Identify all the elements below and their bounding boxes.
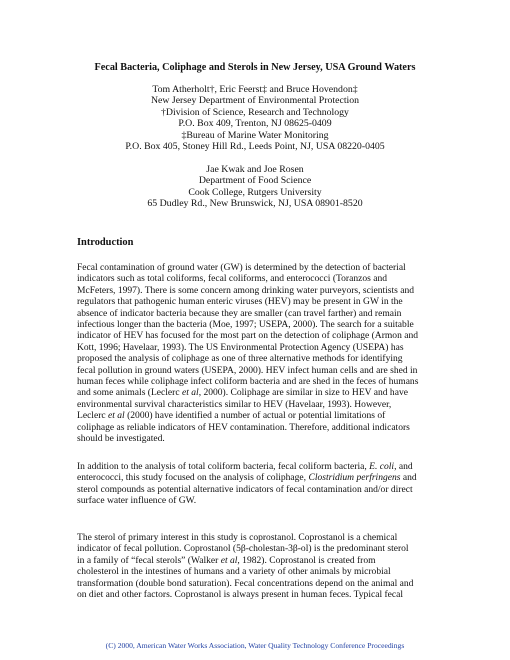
text-line: enterococci, this study focused on the analysis of coliphage, Clostridium perfringens and [77, 472, 417, 484]
text-line: surface water influence of GW. [77, 495, 197, 507]
text-line: in a family of “fecal sterols” (Walker et al, 1982). Coprostanol is created from [77, 554, 376, 566]
intro-paragraph-1 [77, 262, 437, 445]
text-line: sterol compounds as potential alternative indicators of fecal contamination and/or direct [77, 483, 413, 495]
text-line: indicators such as total coliforms, fecal coliforms, and enterococci (Toranzos and [77, 273, 388, 285]
author-line: Jae Kwak and Joe Rosen [206, 164, 304, 175]
section-heading-introduction: Introduction [77, 237, 134, 248]
author-block-njdep [0, 84, 510, 152]
author-line: Department of Food Science [198, 175, 312, 187]
text-line: Leclerc et al (2000) have identified a number of actual or potential limitations of [77, 410, 386, 422]
paper-title: Fecal Bacteria, Coliphage and Sterols in New Jersey, USA Ground Waters [94, 62, 416, 73]
text-line: McFeters, 1997). There is some concern among drinking water purveyors, scientists and [77, 284, 415, 296]
text-line: regulators that pathogenic human enteric viruses (HEV) may be present in GW in the [77, 296, 403, 308]
text-line: and some animals (Leclerc et al, 2000). Coliphage are similar in size to HEV and have [77, 387, 408, 399]
text-line: The sterol of primary interest in this study is coprostanol. Coprostanol is a chemical [77, 532, 398, 543]
text-line: human feces while coliphage infect coliform bacteria and are shed in the feces of humans [77, 376, 419, 388]
author-line: ‡Bureau of Marine Water Monitoring [181, 129, 329, 141]
text-line: environmental survival characteristics similar to HEV (Havelaar, 1993). However, [77, 398, 392, 410]
text-line: Kott, 1996; Havelaar, 1993). The US Environmental Protection Agency (USEPA) has [77, 341, 404, 353]
text-line: should be investigated. [77, 433, 165, 445]
text-line: cholesterol in the intestines of humans and a variety of other animals by microbial [77, 566, 391, 578]
text-line: In addition to the analysis of total coliform bacteria, fecal coliform bacteria, E. coli, and [77, 461, 413, 472]
text-line: transformation (double bond saturation). Fecal concentrations depend on the animal and [77, 577, 414, 589]
text-line: absence of indicator bacteria because they are smaller (can travel farther) and remain [77, 307, 402, 319]
text-line: indicator of HEV has focused for the most part on the detection of coliphage (Armon and [77, 330, 419, 342]
author-line: New Jersey Department of Environmental Protection [150, 95, 360, 107]
intro-paragraph-3 [77, 532, 437, 600]
text-line: indicator of fecal pollution. Coprostanol (5β-cholestan-3β-ol) is the predominant sterol [77, 543, 409, 555]
author-line: Cook College, Rutgers University [188, 186, 322, 198]
text-line: coliphage as reliable indicators of HEV contamination. Therefore, additional indicators [77, 421, 410, 433]
text-line: proposed the analysis of coliphage as one of three alternative methods for identifying [77, 353, 403, 365]
text-line: fecal pollution in ground waters (USEPA, 2000). HEV infect human cells and are shed in [77, 364, 418, 376]
author-line: Tom Atherholt†, Eric Feerst‡ and Bruce Hovendon‡ [152, 84, 358, 95]
copyright-footer: (C) 2000, American Water Works Association, Water Quality Technology Conference Proceedings [105, 641, 405, 650]
text-line: Fecal contamination of ground water (GW) is determined by the detection of bacterial [77, 262, 406, 273]
author-block-rutgers [0, 164, 510, 210]
text-line: infectious longer than the bacteria (Moe, 1997; USEPA, 2000). The search for a suitable [77, 319, 414, 331]
text-line: on diet and other factors. Coprostanol is always present in human feces. Typical fecal [77, 589, 404, 601]
author-line: †Division of Science, Research and Technology [161, 106, 349, 118]
author-line: 65 Dudley Rd., New Brunswick, NJ, USA 08901-8520 [147, 198, 363, 210]
intro-paragraph-2 [77, 461, 437, 507]
author-line: P.O. Box 409, Trenton, NJ 08625-0409 [178, 118, 332, 130]
author-line: P.O. Box 405, Stoney Hill Rd., Leeds Point, NJ, USA 08220-0405 [125, 141, 385, 153]
